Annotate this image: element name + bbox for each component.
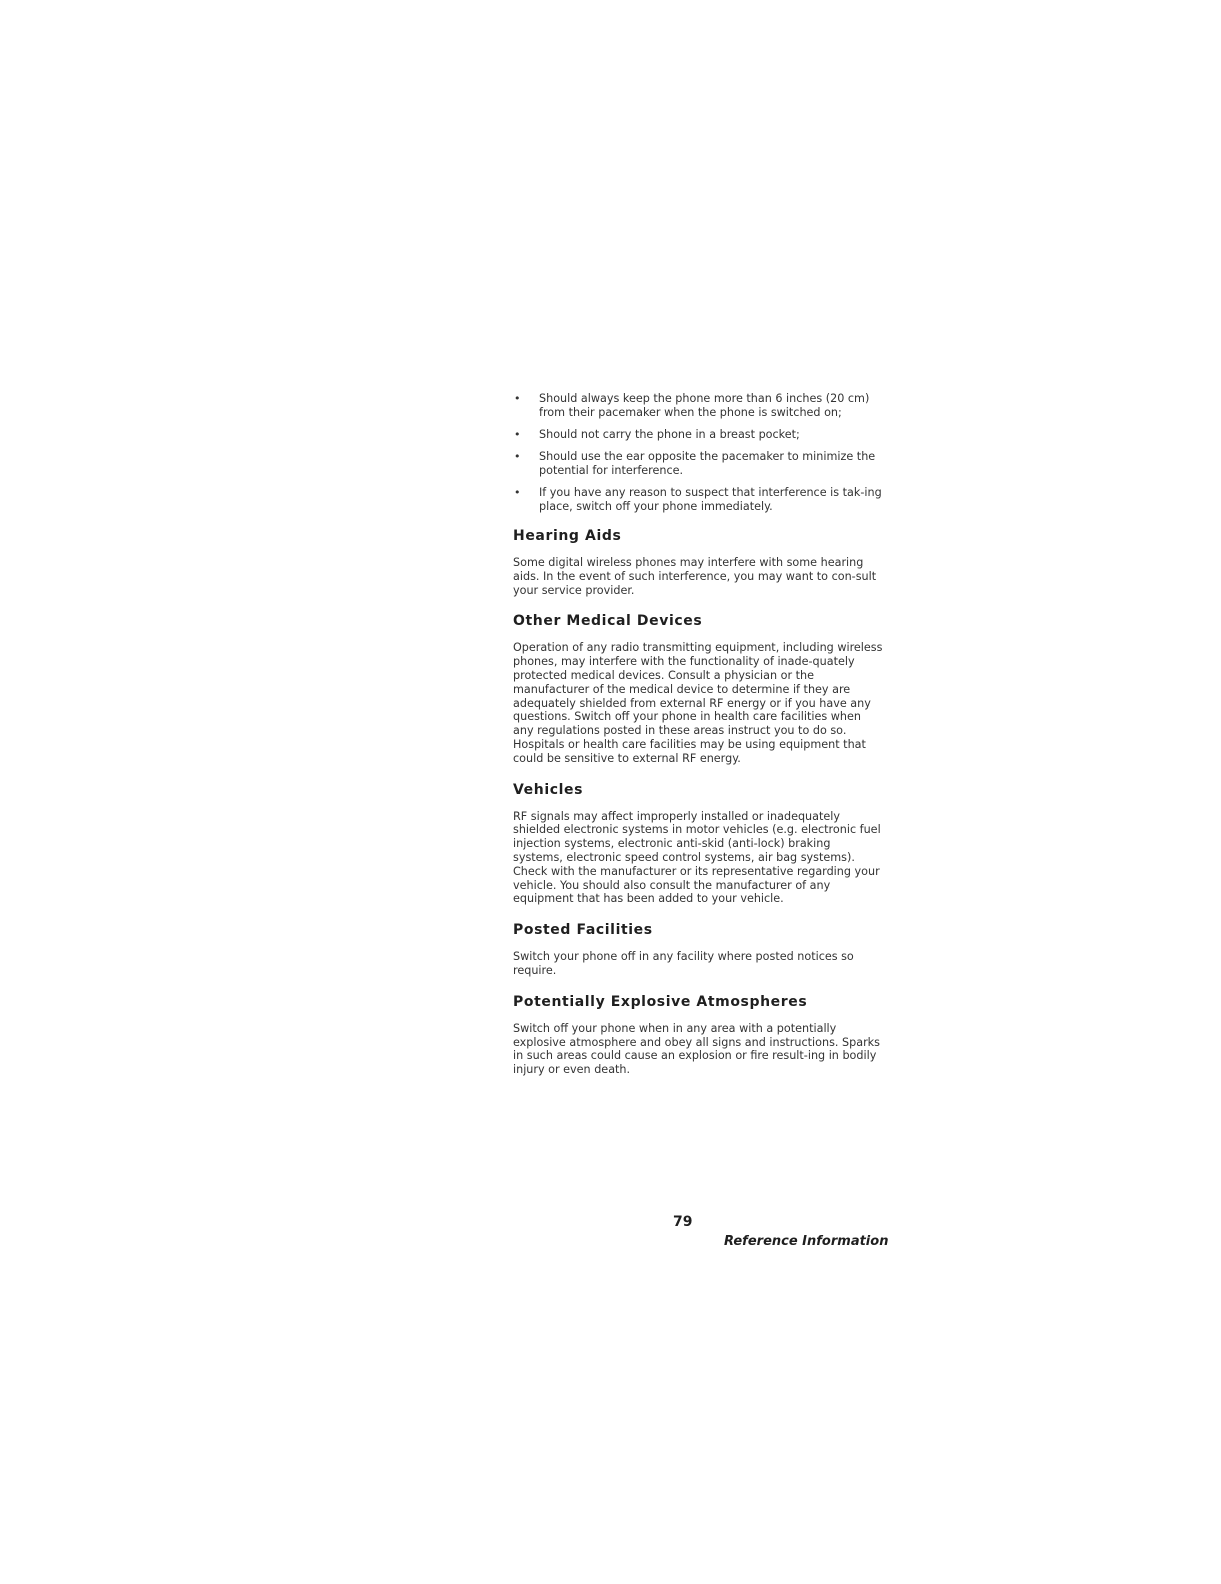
running-footer: Reference Information — [724, 1234, 889, 1249]
section-paragraph: Operation of any radio transmitting equipment, including wireless phones, may interfere with the functionality of inade-quately protected medical devices. Consult a physician or the manufacturer of the medical device to determine if they are adequately shielded from external RF energy or if you have any questions. Switch off your phone in health care facilities when any regulations posted in these areas instruct you to do so. Hospitals or health care facilities may be using equipment that could be sensitive to external RF energy. — [513, 641, 883, 765]
bullet-icon: • — [514, 450, 521, 463]
list-item — [513, 450, 883, 478]
section-vehicles — [513, 782, 883, 907]
list-item — [513, 486, 883, 514]
list-item-text: Should always keep the phone more than 6 inches (20 cm) from their pacemaker when the phone is switched on; — [539, 392, 870, 419]
section-heading: Vehicles — [513, 781, 584, 798]
section-explosive-atmospheres — [513, 994, 883, 1077]
bullet-icon: • — [514, 428, 521, 441]
section-heading: Hearing Aids — [513, 528, 622, 544]
section-heading: Potentially Explosive Atmospheres — [513, 993, 808, 1010]
section-heading: Posted Facilities — [513, 922, 653, 939]
bullet-icon: • — [514, 392, 521, 405]
list-item — [513, 392, 883, 420]
bullet-icon: • — [514, 486, 521, 499]
section-paragraph: Switch your phone off in any facility where posted notices so require. — [513, 950, 854, 977]
section-other-medical-devices — [513, 613, 883, 765]
section-paragraph: Some digital wireless phones may interfere with some hearing aids. In the event of such interference, you may want to con-sult your service provider. — [513, 556, 877, 597]
pacemaker-guidelines-list — [513, 392, 883, 514]
section-posted-facilities — [513, 922, 883, 978]
section-paragraph: RF signals may affect improperly installed or inadequately shielded electronic systems in motor vehicles (e.g. electronic fuel injection systems, electronic anti-skid (anti-lock) braking systems, electronic speed control systems, air bag systems). Check with the manufacturer or its representative regarding your vehicle. You should also consult the manufacturer of any equipment that has been added to your vehicle. — [513, 809, 881, 906]
section-hearing-aids — [513, 528, 883, 597]
list-item-text: Should not carry the phone in a breast pocket; — [539, 428, 800, 441]
page-content — [513, 392, 883, 1093]
list-item-text: If you have any reason to suspect that interference is tak-ing place, switch off your phone immediately. — [539, 486, 882, 513]
list-item-text: Should use the ear opposite the pacemaker to minimize the potential for interference. — [539, 450, 876, 477]
section-heading: Other Medical Devices — [513, 613, 703, 630]
section-paragraph: Switch off your phone when in any area with a potentially explosive atmosphere and obey all signs and instructions. Sparks in such areas could cause an explosion or fire result-ing in bodily injury or even death. — [513, 1021, 880, 1077]
list-item — [513, 428, 883, 442]
page-number: 79 — [673, 1214, 693, 1230]
